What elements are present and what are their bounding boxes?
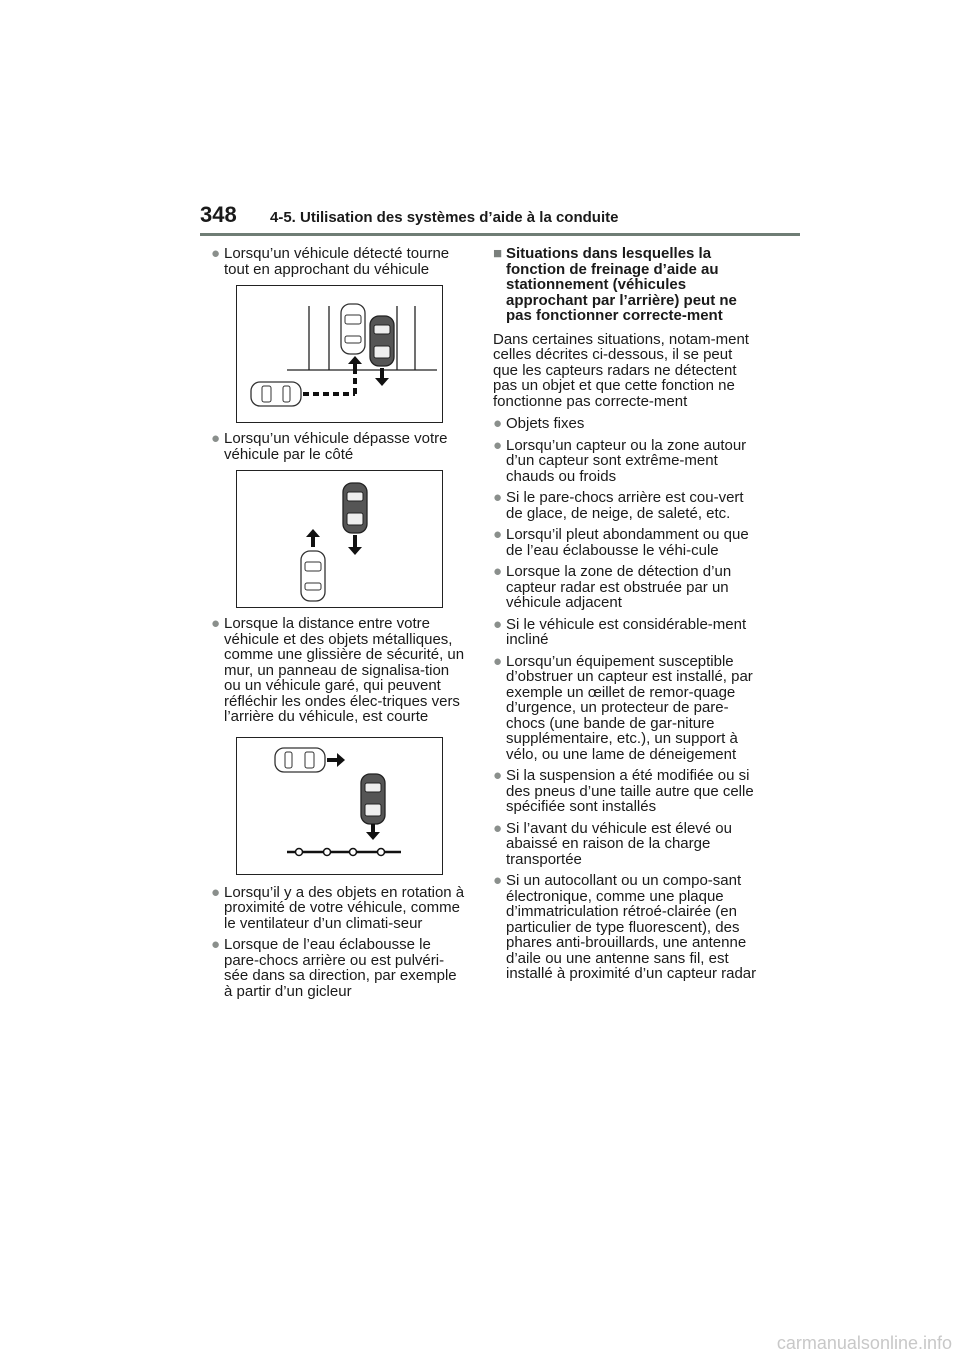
section-heading: ■ Situations dans lesquelles la fonction de freinage d’aide au stationnement (véhicules approchant par l’arrière) peut ne pas fonctionner correcte-ment [493,245,737,324]
bullet-icon: ● [211,615,221,632]
list-item: ● Si le véhicule est considérable-ment incliné [493,615,747,648]
list-item: ● Lorsque la zone de détection d’un capteur radar est obstruée par un véhicule adjacent [493,563,732,611]
figure-passing-vehicle [236,470,443,608]
arrow-up-icon [348,356,362,364]
section-title: 4-5. Utilisation des systèmes d’aide à la conduite [270,209,619,226]
arrow-down-icon [348,547,362,555]
page-number: 348 [200,202,237,227]
figure-turning-vehicle [236,285,443,423]
bullet-icon: ● [493,652,503,670]
bullet-icon: ● [493,436,503,454]
list-item: ● Objets fixes [493,415,585,432]
arrow-right-icon [337,753,345,767]
list-item: ● Si la suspension a été modifiée ou si des pneus d’une taille autre que celle spécifiée sont installés [493,767,754,815]
list-item: ● Si un autocollant ou un compo-sant électronique, comme une plaque d’immatriculation rétroé-clairée (en particulier de type fluorescent), des phares anti-brouillards, une antenne d’aile ou une antenne sans fil, est installé à proximité d’un capteur radar [493,872,757,982]
car-approaching-icon [251,382,301,406]
car-own-icon [361,774,385,824]
bullet-icon: ● [493,615,503,633]
right-column [493,246,758,988]
square-bullet-icon: ■ [493,245,503,262]
list-item: ● Lorsqu’un équipement susceptible d’obstruer un capteur est installé, par exemple un œillet de remor-quage d’urgence, un protecteur de pare-chocs (une bande de gar-niture supplémentaire, etc.), un support à vélo, ou une lame de déneigement [493,652,753,763]
car-white-icon [341,304,365,354]
bullet-icon: ● [493,489,503,506]
turning-vehicle-illustration [237,286,442,422]
bullet-icon: ● [493,526,503,543]
passing-vehicle-illustration [237,471,442,607]
bullet-icon: ● [493,767,503,784]
bullet-icon: ● [211,430,221,447]
list-item: ● Lorsqu’un véhicule détecté tourne tout en approchant du véhicule [211,245,450,278]
figure-metal-objects [236,737,443,875]
arrow-down-icon [375,378,389,386]
left-column [211,246,466,1005]
car-white-icon [301,551,325,601]
list-item: ● Lorsqu’un capteur ou la zone autour d’un capteur sont extrême-ment chauds ou froids [493,436,747,485]
arrow-down-icon [366,832,380,840]
car-own-icon [370,316,394,366]
bullet-icon: ● [211,936,221,953]
bullet-icon: ● [493,563,503,580]
header-rule [200,233,800,236]
list-item: ● Lorsqu’il y a des objets en rotation à proximité de votre véhicule, comme le ventilateur d’un climati-seur [211,883,465,932]
bullet-icon: ● [493,819,503,837]
watermark: carmanualsonline.info [776,1333,952,1353]
list-item: ● Si le pare-chocs arrière est cou-vert de glace, de neige, de saleté, etc. [493,489,744,522]
list-item: ● Si l’avant du véhicule est élevé ou abaissé en raison de la charge transportée [493,819,732,868]
list-item: ● Lorsque de l’eau éclabousse le pare-chocs arrière ou est pulvéri-sée dans sa direction, par exemple à partir d’un gicleur [211,936,457,1000]
list-item: ● Lorsqu’il pleut abondamment ou que de l’eau éclabousse le véhi-cule [493,526,749,559]
list-item: ● Lorsque la distance entre votre véhicule et des objets métalliques, comme une glissière de sécurité, un mur, un panneau de signalisa-tion ou un véhicule garé, qui peuvent réfléchir les ondes élec-triques vers l’arrière du véhicule, est courte [211,615,465,725]
bullet-icon: ● [493,415,503,432]
bullet-icon: ● [493,872,503,889]
bullet-icon: ● [211,883,221,901]
car-own-icon [343,483,367,533]
metal-objects-illustration [237,738,442,874]
car-white-icon [275,748,325,772]
intro-paragraph: Dans certaines situations, notam-ment celles décrites ci-dessous, il se peut que les capteurs radars ne détectent pas un objet et que cette fonction ne fonctionne pas correcte-ment [493,330,749,410]
list-item: ● Lorsqu’un véhicule dépasse votre véhicule par le côté [211,430,448,463]
bullet-icon: ● [211,245,221,262]
arrow-up-icon [306,529,320,537]
